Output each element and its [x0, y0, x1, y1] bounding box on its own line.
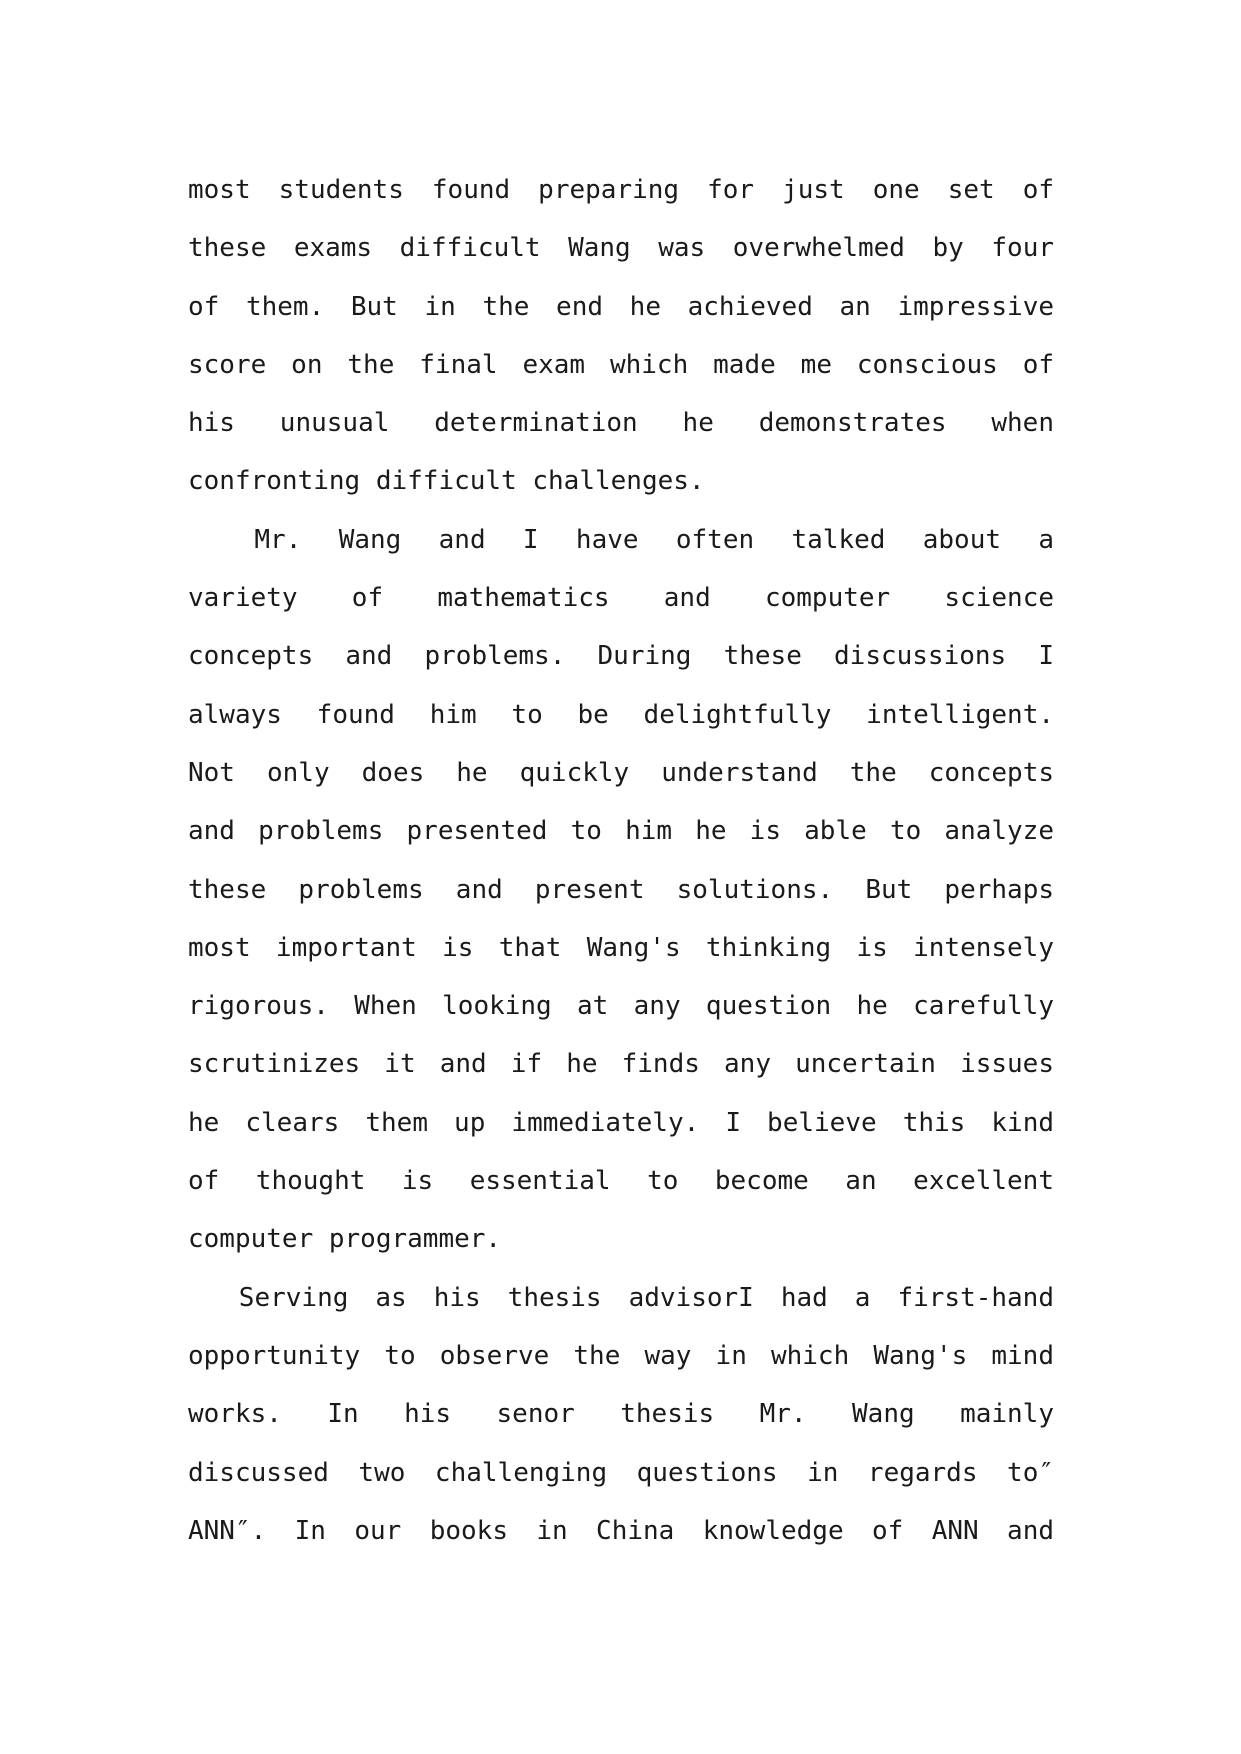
text-line: Serving as his thesis advisorI had a first-hand: [238, 1282, 1054, 1313]
text-line: most important is that Wang's thinking is intensely: [188, 932, 1054, 963]
text-line: of thought is essential to become an excellent: [188, 1166, 1054, 1197]
text-line: scrutinizes it and if he finds any uncertain issues: [188, 1049, 1054, 1080]
text-line: Mr. Wang and I have often talked about a: [254, 524, 1054, 555]
text-line: and problems presented to him he is able to analyze: [188, 816, 1054, 847]
text-line: always found him to be delightfully intelligent.: [188, 699, 1054, 730]
text-line: these problems and present solutions. But perhaps: [188, 874, 1054, 905]
text-line: works. In his senor thesis Mr. Wang mainly: [188, 1399, 1054, 1430]
text-line: these exams difficult Wang was overwhelmed by four: [188, 233, 1054, 264]
text-line: opportunity to observe the way in which Wang's mind: [188, 1340, 1054, 1371]
text-line: ANN″. In our books in China knowledge of ANN and: [188, 1515, 1054, 1546]
text-line: variety of mathematics and computer science: [188, 583, 1054, 614]
text-line: Not only does he quickly understand the concepts: [188, 757, 1054, 788]
text-line: most students found preparing for just one set of: [188, 175, 1054, 205]
text-line: concepts and problems. During these discussions I: [188, 641, 1054, 672]
text-line: confronting difficult challenges.: [188, 466, 705, 497]
text-line: he clears them up immediately. I believe this kind: [188, 1107, 1054, 1138]
text-line: computer programmer.: [188, 1224, 502, 1255]
text-line: score on the final exam which made me conscious of: [188, 349, 1054, 380]
text-line: discussed two challenging questions in regards to″: [188, 1457, 1054, 1488]
text-line: of them. But in the end he achieved an impressive: [188, 291, 1054, 322]
text-line: rigorous. When looking at any question he carefully: [188, 991, 1054, 1022]
document-text-body: [188, 161, 1054, 1560]
text-line: his unusual determination he demonstrates when: [188, 408, 1054, 439]
